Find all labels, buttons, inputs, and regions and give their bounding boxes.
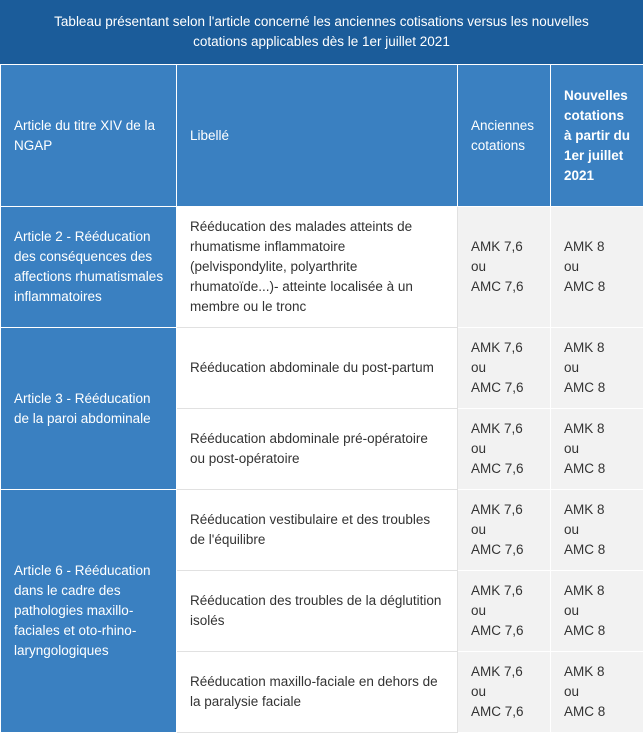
libelle-cell: Rééducation abdominale du post-partum xyxy=(177,328,458,409)
new-code-1: AMK 8 xyxy=(564,662,631,682)
new-code-or: ou xyxy=(564,682,631,702)
header-libelle: Libellé xyxy=(177,65,458,207)
new-code-2: AMC 8 xyxy=(564,540,631,560)
new-cotation-cell xyxy=(551,409,643,490)
old-code-1: AMK 7,6 xyxy=(471,500,538,520)
old-cotation-cell xyxy=(458,571,551,652)
article-cell: Article 2 - Rééducation des conséquences des affections rhumatismales inflammatoires xyxy=(1,207,177,328)
old-code-or: ou xyxy=(471,439,538,459)
old-code-2: AMC 7,6 xyxy=(471,702,538,722)
header-article: Article du titre XIV de la NGAP xyxy=(1,65,177,207)
new-code-2: AMC 8 xyxy=(564,459,631,479)
new-code-1: AMK 8 xyxy=(564,500,631,520)
libelle-cell: Rééducation abdominale pré-opératoire ou post-opératoire xyxy=(177,409,458,490)
cotations-table xyxy=(0,64,643,733)
old-cotation-cell xyxy=(458,207,551,328)
new-code-or: ou xyxy=(564,257,631,277)
libelle-cell: Rééducation maxillo-faciale en dehors de la paralysie faciale xyxy=(177,652,458,733)
caption-line-1: Tableau présentant selon l'article concerné les anciennes cotisations versus les nouvelles xyxy=(30,12,613,32)
old-code-1: AMK 7,6 xyxy=(471,419,538,439)
libelle-cell: Rééducation des troubles de la déglutition isolés xyxy=(177,571,458,652)
new-code-2: AMC 8 xyxy=(564,378,631,398)
table-row xyxy=(1,328,643,409)
old-code-1: AMK 7,6 xyxy=(471,662,538,682)
old-code-2: AMC 7,6 xyxy=(471,621,538,641)
article-cell: Article 3 - Rééducation de la paroi abdominale xyxy=(1,328,177,490)
article-cell: Article 6 - Rééducation dans le cadre des pathologies maxillo-faciales et oto-rhino-laryngologiques xyxy=(1,490,177,733)
new-code-1: AMK 8 xyxy=(564,338,631,358)
old-code-1: AMK 7,6 xyxy=(471,338,538,358)
old-code-or: ou xyxy=(471,601,538,621)
new-cotation-cell xyxy=(551,490,643,571)
new-cotation-cell xyxy=(551,571,643,652)
old-cotation-cell xyxy=(458,490,551,571)
table-header-row xyxy=(1,65,643,207)
old-code-1: AMK 7,6 xyxy=(471,581,538,601)
new-cotation-cell xyxy=(551,328,643,409)
libelle-cell: Rééducation vestibulaire et des troubles de l'équilibre xyxy=(177,490,458,571)
new-code-2: AMC 8 xyxy=(564,621,631,641)
new-code-1: AMK 8 xyxy=(564,581,631,601)
old-code-2: AMC 7,6 xyxy=(471,540,538,560)
old-cotation-cell xyxy=(458,409,551,490)
new-code-or: ou xyxy=(564,520,631,540)
old-cotation-cell xyxy=(458,328,551,409)
new-code-or: ou xyxy=(564,439,631,459)
old-cotation-cell xyxy=(458,652,551,733)
table-row xyxy=(1,207,643,328)
libelle-cell: Rééducation des malades atteints de rhumatisme inflammatoire (pelvispondylite, polyarthrite rhumatoïde...)- atteinte localisée à un membre ou le tronc xyxy=(177,207,458,328)
old-code-2: AMC 7,6 xyxy=(471,378,538,398)
old-code-2: AMC 7,6 xyxy=(471,277,538,297)
old-code-or: ou xyxy=(471,358,538,378)
old-code-or: ou xyxy=(471,257,538,277)
header-old-cotations: Anciennes cotations xyxy=(458,65,551,207)
new-code-or: ou xyxy=(564,358,631,378)
old-code-1: AMK 7,6 xyxy=(471,237,538,257)
new-cotation-cell xyxy=(551,207,643,328)
old-code-or: ou xyxy=(471,682,538,702)
new-cotation-cell xyxy=(551,652,643,733)
old-code-2: AMC 7,6 xyxy=(471,459,538,479)
new-code-1: AMK 8 xyxy=(564,419,631,439)
old-code-or: ou xyxy=(471,520,538,540)
new-code-2: AMC 8 xyxy=(564,277,631,297)
table-caption xyxy=(0,0,643,64)
new-code-or: ou xyxy=(564,601,631,621)
header-new-cotations: Nouvelles cotations à partir du 1er juillet 2021 xyxy=(551,65,643,207)
table-row xyxy=(1,490,643,571)
new-code-2: AMC 8 xyxy=(564,702,631,722)
new-code-1: AMK 8 xyxy=(564,237,631,257)
caption-line-2: cotations applicables dès le 1er juillet 2021 xyxy=(30,32,613,52)
